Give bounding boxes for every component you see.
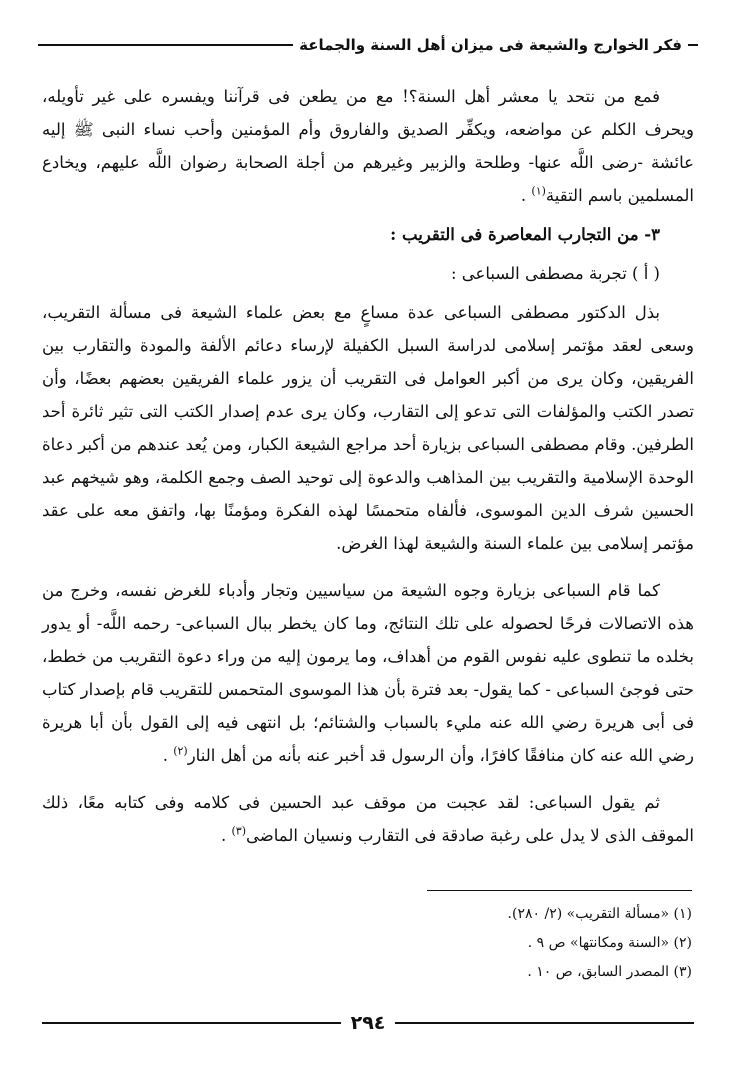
footnote-ref-2: (٢) xyxy=(173,744,188,758)
header-rule-left xyxy=(38,44,293,46)
paragraph-3: كما قام السباعى بزيارة وجوه الشيعة من سياسيين وتجار وأدباء للغرض نفسه، وخرج من هذه الاتصالات فرحًا لحصوله على تلك النتائج، وما كان يخطر ببال السباعى- رحمه اللَّه- أو يدور بخلده ما تنطوى عليه نفوس القوم من أهداف، وما يرمون إليه من وراء دعوة التقريب من خطط، حتى فوجئ السباعى - كما يقول- بعد فترة بأن هذا الموسوى المتحمس للتقريب قام بإصدار كتاب فى أبى هريرة رضي الله عنه مليء بالسباب والشتائم؛ بل انتهى فيه إلى القول بأن أبا هريرة رضي الله عنه كان منافقًا كافرًا، وأن الرسول قد أخبر عنه بأنه من أهل النار$^{(٢)}$ . xyxy=(42,581,694,765)
footer-rule-right xyxy=(395,1022,694,1024)
footnotes xyxy=(52,900,692,987)
subsection-heading-a: ( أ ) تجربة مصطفى السباعى : xyxy=(451,264,660,283)
section-heading-3: ٣- من التجارب المعاصرة فى التقريب : xyxy=(390,225,660,244)
header-rule-right xyxy=(688,44,698,46)
footnote-2: (٢) «السنة ومكانتها» ص ٩ . xyxy=(527,935,692,951)
paragraph-4: ثم يقول السباعى: لقد عجبت من موقف عبد الحسين فى كلامه وفى كتابه معًا، ذلك الموقف الذى لا يدل على رغبة صادقة فى التقارب ونسيان الماضى$^{(٣)}$ . xyxy=(42,793,694,845)
footnote-ref-3: (٣) xyxy=(231,824,247,838)
running-header xyxy=(38,30,698,60)
page-footer xyxy=(42,1010,694,1036)
running-header-title: فكر الخوارج والشيعة فى ميزان أهل السنة والجماعة xyxy=(299,36,682,54)
footnote-ref-1: (١) xyxy=(531,184,546,198)
footnote-3: (٣) المصدر السابق، ص ١٠ . xyxy=(527,964,692,980)
footnote-divider xyxy=(427,890,692,891)
paragraph-2: بذل الدكتور مصطفى السباعى عدة مساعٍ مع بعض علماء الشيعة فى مسألة التقريب، وسعى لعقد مؤتمر إسلامى لدراسة السبل الكفيلة لإرساء دعائم الألفة والمودة والتقارب بين الفريقين، وكان يرى من أكبر العوامل فى التقريب أن يزور علماء الفريقين بعضهم بعضًا، وأن تصدر الكتب والمؤلفات التى تدعو إلى التقارب، وكان يرى عدم إصدار الكتب التى تثير ثائرة أحد الطرفين. وقام مصطفى السباعى بزيارة أحد مراجع الشيعة الكبار، ومن يُعد عندهم من أكبر دعاة الوحدة الإسلامية والتقريب بين المذاهب والدعوة إلى توحيد الصف وجمع الكلمة، وهو شيخهم عبد الحسين شرف الدين الموسوى، فألفاه متحمسًا لهذه الفكرة ومؤمنًا بها، واتفق معه على عقد مؤتمر إسلامى بين علماء السنة والشيعة لهذا الغرض. xyxy=(42,303,694,553)
page-number: ٢٩٤ xyxy=(350,1012,386,1034)
footer-rule-left xyxy=(42,1022,341,1024)
footnote-1: (١) «مسألة التقريب» (٢/ ٢٨٠). xyxy=(507,906,692,922)
main-text xyxy=(42,80,694,858)
paragraph-1: فمع من نتحد يا معشر أهل السنة؟! مع من يطعن فى قرآننا ويفسره على غير تأويله، ويحرف الكلم عن مواضعه، ويكفِّر الصديق والفاروق وأم المؤمنين وأحب نساء النبى ﷺ إليه عائشة -رضى اللَّه عنها- وطلحة والزبير وغيرهم من أجلة الصحابة رضوان اللَّه عليهم، ويخادع المسلمين باسم التقية$^{(١)}$ . xyxy=(42,87,694,205)
